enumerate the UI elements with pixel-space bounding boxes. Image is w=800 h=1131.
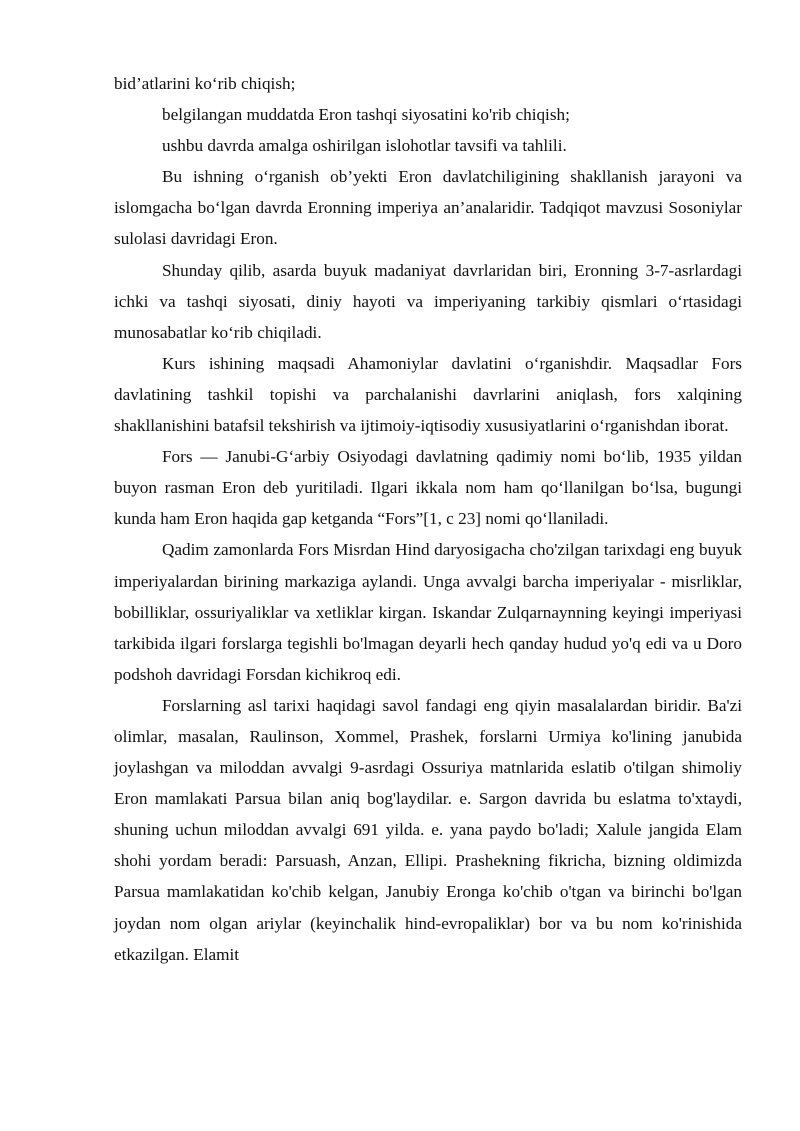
paragraph-3: ushbu davrda amalga oshirilgan islohotlar tavsifi va tahlili. bbox=[162, 136, 567, 156]
paragraph-5: Shunday qilib, asarda buyuk madaniyat davrlaridan biri, Eronning 3-7-asrlardagi ichki va tashqi siyosati, diniy hayoti va imperiyaning tarkibiy qismlari o‘rtasidagi munosabatlar ko‘rib chiqiladi. bbox=[114, 260, 742, 342]
paragraph-4: Bu ishning o‘rganish ob’yekti Eron davlatchiligining shakllanish jarayoni va islomgacha bo‘lgan davrda Eronning imperiya an’analaridir. Tadqiqot mavzusi Sosoniylar sulolasi davridagi Eron. bbox=[114, 167, 742, 249]
paragraph-8: Qadim zamonlarda Fors Misrdan Hind daryosigacha cho'zilgan tarixdagi eng buyuk imperiyalardan birining markaziga aylandi. Unga avvalgi barcha imperiyalar - misrliklar, bobilliklar, ossuriyaliklar va xetliklar kirgan. Iskandar Zulqarnaynning keyingi imperiyasi tarkibida ilgari forslarga tegishli bo'lmagan deyarli hech qanday hudud yo'q edi va u Doro podshoh davridagi Forsdan kichikroq edi. bbox=[114, 540, 742, 684]
paragraph-2: belgilangan muddatda Eron tashqi siyosatini ko'rib chiqish; bbox=[162, 105, 570, 125]
paragraph-9: Forslarning asl tarixi haqidagi savol fandagi eng qiyin masalalardan biridir. Ba'zi olimlar, masalan, Raulinson, Xommel, Prashek, forslarni Urmiya ko'lining janubida joylashgan va miloddan avvalgi 9-asrdagi Ossuriya matnlarida eslatib o'tilgan shimoliy Eron mamlakati Parsua bilan aniq bog'laydilar. e. Sargon davrida bu eslatma to'xtaydi, shuning uchun miloddan avvalgi 691 yilda. e. yana paydo bo'ladi; Xalule jangida Elam shohi yordam beradi: Parsuash, Anzan, Ellipi. Prashekning fikricha, bizning oldimizda Parsua mamlakatidan ko'chib kelgan, Janubiy Eronga ko'chib o'tgan va birinchi bo'lgan joydan nom olgan ariylar (keyinchalik hind-evropaliklar) bor va bu nom ko'rinishida etkazilgan. Elamit bbox=[114, 695, 742, 964]
paragraph-7: Fors — Janubi-G‘arbiy Osiyodagi davlatning qadimiy nomi bo‘lib, 1935 yildan buyon rasman Eron deb yuritiladi. Ilgari ikkala nom ham qo‘llanilgan bo‘lsa, bugungi kunda ham Eron haqida gap ketganda “Fors”[1, c 23] nomi qo‘llaniladi. bbox=[114, 447, 742, 529]
paragraph-1: bid’atlarini ko‘rib chiqish; bbox=[114, 74, 296, 93]
paragraph-6: Kurs ishining maqsadi Ahamoniylar davlatini o‘rganishdir. Maqsadlar Fors davlatining tashkil topishi va parchalanishi davrlarini aniqlash, fors xalqining shakllanishini batafsil tekshirish va ijtimoiy-iqtisodiy xususiyatlarini o‘rganishdan iborat. bbox=[114, 353, 742, 436]
document-page bbox=[114, 68, 742, 970]
